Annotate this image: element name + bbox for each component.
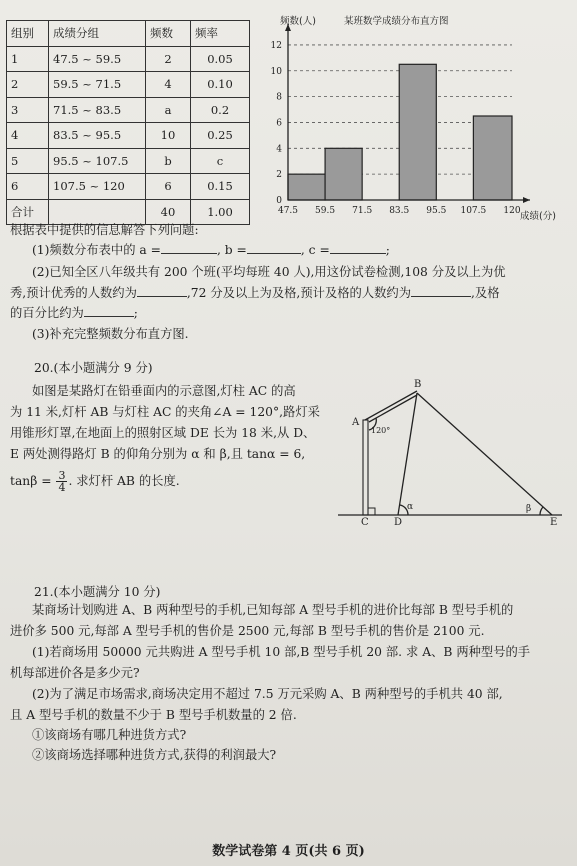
q20-heading: 20.(本小题满分 9 分): [34, 361, 153, 375]
q21-line8: ②该商场选择哪种进货方式,获得的利润最大?: [32, 748, 277, 762]
label-d: D: [394, 517, 403, 528]
table-cell: 频数: [146, 21, 191, 47]
q21-heading: 21.(本小题满分 10 分): [34, 585, 161, 599]
q20-line3: 用锥形灯罩,在地面上的照射区域 DE 长为 18 米,从 D、: [10, 426, 316, 440]
q21-line5: (2)为了满足市场需求,商场决定用不超过 7.5 万元采购 A、B 两种型号的手机共 40 部,: [32, 687, 503, 701]
lamp-post-ac: [363, 420, 368, 515]
x-axis-arrow: [523, 197, 530, 203]
table-cell: 10: [146, 123, 191, 149]
y-axis-label: 频数(人): [280, 16, 316, 27]
q19-part1: (1)频数分布表中的 a = , b = , c = ;: [32, 243, 390, 257]
x-tick-label: 59.5: [315, 206, 336, 216]
table-cell: 4: [146, 72, 191, 98]
right-angle-mark: [368, 508, 375, 515]
light-ray-be: [417, 393, 552, 515]
table-row: [7, 148, 250, 174]
y-tick-label: 4: [276, 144, 282, 155]
table-cell: c: [191, 148, 250, 174]
table-cell: 3: [7, 97, 49, 123]
lamp-arm-ab-inner: [369, 395, 417, 422]
label-e: E: [550, 517, 558, 528]
table-cell: 1.00: [191, 199, 250, 225]
table-cell: 6: [7, 174, 49, 200]
table-cell: 5: [7, 148, 49, 174]
label-b: B: [414, 379, 422, 390]
answer-blank-excellent[interactable]: [137, 284, 187, 297]
histogram-chart: [262, 12, 574, 224]
table-cell: 0.25: [191, 123, 250, 149]
q21-line1: 某商场计划购进 A、B 两种型号的手机,已知每部 A 型号手机的进价比每部 B 型号手机的: [32, 603, 514, 617]
light-ray-bd: [398, 393, 417, 515]
table-cell: 合计: [7, 199, 49, 225]
table-cell: 95.5 ~ 107.5: [49, 148, 146, 174]
table-cell: 0.10: [191, 72, 250, 98]
q21-line7: ①该商场有哪几种进货方式?: [32, 728, 187, 742]
y-tick-label: 0: [276, 196, 282, 206]
table-row: [7, 174, 250, 200]
table-cell: 83.5 ~ 95.5: [49, 123, 146, 149]
histogram-bar: [473, 116, 512, 200]
y-tick-label: 2: [276, 170, 282, 181]
answer-blank-c[interactable]: [330, 241, 386, 254]
table-cell: a: [146, 97, 191, 123]
beta-arc: [540, 507, 543, 515]
table-cell: 频率: [191, 21, 250, 47]
q19-part2-line2: 秀,预计优秀的人数约为 ,72 分及以上为及格,预计及格的人数约为 ,及格: [10, 286, 500, 300]
page-footer: 数学试卷第 4 页(共 6 页): [212, 844, 365, 859]
q20-line4: E 两处测得路灯 B 的仰角分别为 α 和 β,且 tanα = 6,: [10, 447, 306, 461]
x-tick-label: 107.5: [460, 206, 487, 216]
frequency-table: [6, 20, 250, 225]
table-row: [7, 123, 250, 149]
q21-line3: (1)若商场用 50000 元共购进 A 型号手机 10 部,B 型号手机 20 部. 求 A、B 两种型号的手: [32, 645, 531, 659]
q19-part3: (3)补充完整频数分布直方图.: [32, 327, 189, 341]
label-a: A: [352, 417, 360, 428]
table-cell: 0.15: [191, 174, 250, 200]
label-beta: β: [526, 504, 532, 514]
table-cell: 组别: [7, 21, 49, 47]
table-row: [7, 97, 250, 123]
table-header-row: [7, 21, 250, 47]
table-row: [7, 72, 250, 98]
q19-part2-line3: 的百分比约为 ;: [10, 306, 138, 320]
table-cell: 2: [7, 72, 49, 98]
table-cell: 40: [146, 199, 191, 225]
q19-intro: 根据表中提供的信息解答下列问题:: [10, 223, 199, 237]
q21-line6: 且 A 型号手机的数量不少于 B 型号手机数量的 2 倍.: [10, 708, 297, 722]
table-cell: 成绩分组: [49, 21, 146, 47]
lamp-arm-ab: [365, 391, 417, 420]
y-tick-label: 8: [276, 92, 282, 103]
table-cell: 59.5 ~ 71.5: [49, 72, 146, 98]
x-tick-label: 83.5: [389, 206, 410, 216]
table-cell: 4: [7, 123, 49, 149]
table-cell: 6: [146, 174, 191, 200]
label-alpha: α: [407, 502, 414, 512]
x-tick-label: 71.5: [352, 206, 373, 216]
table-cell: 0.05: [191, 46, 250, 72]
histogram-bar: [325, 148, 362, 200]
table-cell: 1: [7, 46, 49, 72]
x-tick-label: 120: [503, 206, 521, 216]
label-c: C: [361, 517, 369, 528]
q21-line4: 机每部进价各是多少元?: [10, 666, 140, 680]
table-cell: 0.2: [191, 97, 250, 123]
q20-line2: 为 11 米,灯杆 AB 与灯柱 AC 的夹角∠A = 120°,路灯采: [10, 405, 320, 419]
table-cell: 2: [146, 46, 191, 72]
answer-blank-b[interactable]: [247, 241, 301, 254]
answer-blank-pass-count[interactable]: [411, 284, 471, 297]
q21-line2: 进价多 500 元,每部 A 型号手机的售价是 2500 元,每部 B 型号手机的售价是 2100 元.: [10, 624, 485, 638]
table-row: [7, 46, 250, 72]
answer-blank-a[interactable]: [161, 241, 217, 254]
streetlight-diagram: [332, 378, 572, 533]
histogram-bar: [399, 64, 436, 200]
histogram-bar: [288, 174, 325, 200]
table-cell: 47.5 ~ 59.5: [49, 46, 146, 72]
q20-line1: 如图是某路灯在铅垂面内的示意图,灯柱 AC 的高: [32, 384, 296, 398]
y-tick-label: 12: [270, 40, 282, 51]
table-cell: b: [146, 148, 191, 174]
q19-part2-line1: (2)已知全区八年级共有 200 个班(平均每班 40 人),用这份试卷检测,108 分及以上为优: [32, 265, 506, 279]
fraction-three-quarters: $\frac{3}{4}$: [58, 469, 66, 494]
q20-line5: tanβ = $\frac{3}{4}$ . 求灯杆 AB 的长度.: [10, 469, 180, 494]
chart-title: 某班数学成绩分布直方图: [344, 16, 449, 27]
table-cell: 107.5 ~ 120: [49, 174, 146, 200]
answer-blank-pass-rate[interactable]: [84, 304, 134, 317]
x-axis-label: 成绩(分): [520, 211, 556, 222]
table-cell: 71.5 ~ 83.5: [49, 97, 146, 123]
y-tick-label: 6: [276, 118, 282, 129]
label-120: 120°: [371, 426, 391, 435]
x-tick-label: 47.5: [277, 206, 299, 216]
x-tick-label: 95.5: [426, 206, 447, 216]
y-tick-label: 10: [270, 66, 282, 77]
